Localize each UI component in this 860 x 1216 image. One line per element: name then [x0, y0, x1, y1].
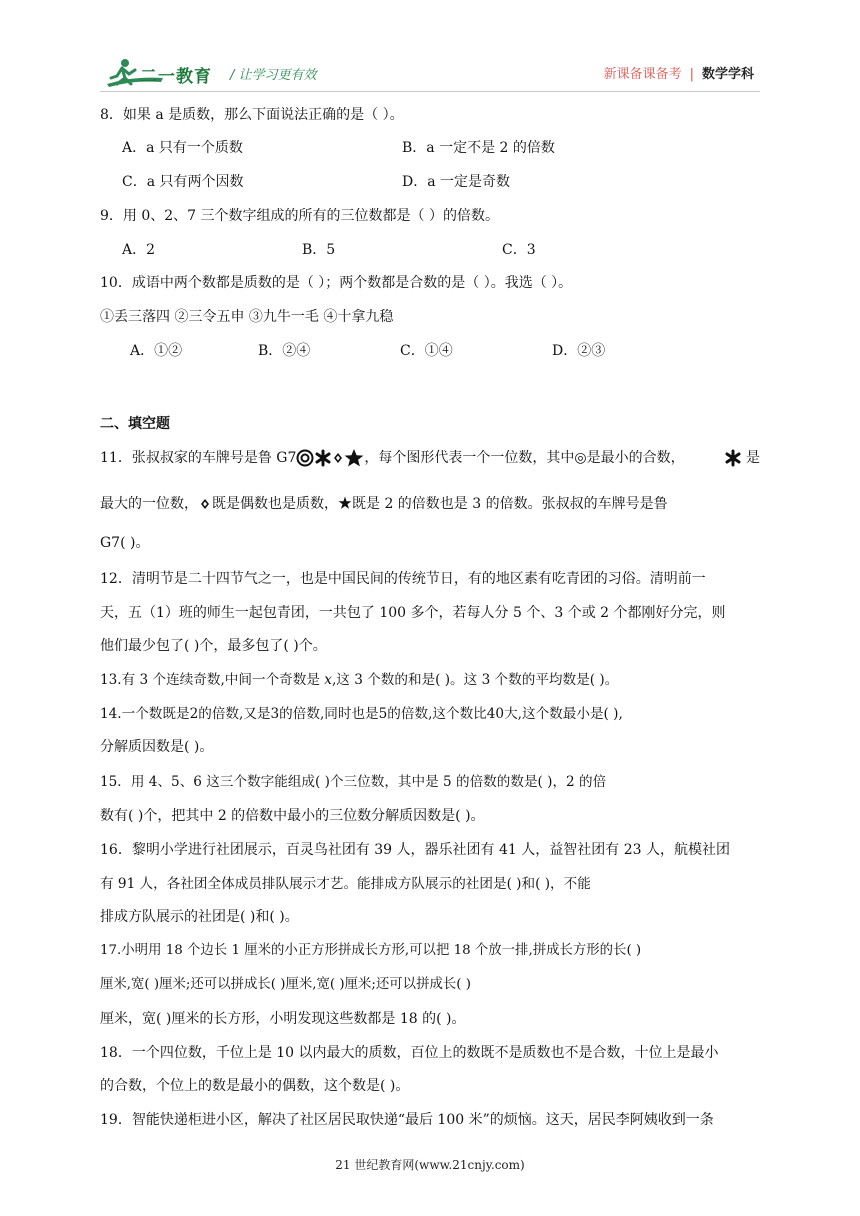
q9-option-a: A．2: [122, 242, 156, 258]
q10-idioms: ①丢三落四 ②三令五申 ③九牛一毛 ④十拿九稳: [100, 309, 394, 325]
q17-line-2: 厘米,宽( )厘米;还可以拼成长( )厘米,宽( )厘米;还可以拼成长( ): [100, 977, 471, 992]
q11-text-b: ，每个图形代表一个一位数，其中◎是最小的合数，: [364, 450, 685, 466]
header-subject: 数学学科: [701, 67, 754, 82]
asterisk-icon: [314, 449, 332, 467]
q14-line-2: 分解质因数是( )。: [100, 739, 214, 755]
q8-option-b: B．a 一定不是 2 的倍数: [402, 140, 555, 156]
star-icon: [344, 448, 364, 468]
q9-option-c: C．3: [502, 242, 536, 258]
slogan: / 让学习更有效: [230, 68, 317, 83]
q12-line-3: 他们最少包了( )个，最多包了( )个。: [100, 638, 327, 654]
q17-line-1: 17.小明用 18 个边长 1 厘米的小正方形拼成长方形,可以把 18 个放一排,拼成长方形的长( ): [100, 943, 642, 958]
q13-text-b: ,这 3 个数的和是( )。这 3 个数的平均数是( )。: [331, 672, 619, 688]
asterisk-icon: [724, 449, 742, 467]
q8-stem: 8．如果 a 是质数，那么下面说法正确的是（ ）。: [100, 107, 404, 123]
q11-text-e: 既是偶数也是质数，★既是 2 的倍数也是 3 的倍数。张叔叔的车牌号是鲁: [212, 496, 668, 512]
header-label: 新课备课备考: [603, 67, 682, 82]
q15-line-2: 数有( )个，把其中 2 的倍数中最小的三位数分解质因数是( )。: [100, 808, 485, 824]
q11-line-2: [100, 494, 668, 514]
q10-option-b: B．②④: [258, 343, 311, 359]
q18-line-2: 的合数，个位上的数是最小的偶数，这个数是( )。: [100, 1078, 410, 1094]
q18-line-1: 18．一个四位数，千位上是 10 以内最大的质数，百位上的数既不是质数也不是合数，十位上是最小: [100, 1045, 719, 1061]
q14-line-1: 14.一个数既是2的倍数,又是3的倍数,同时也是5的倍数,这个数比40大,这个数最小是( ),: [100, 706, 623, 722]
q12-line-2: 天，五（1）班的师生一起包青团，一共包了 100 多个，若每人分 5 个、3 个或 2 个都刚好分完，则: [100, 605, 726, 621]
double-circle-icon: [296, 449, 314, 467]
q10-option-a: A．①②: [130, 343, 183, 359]
q8-option-d: D．a 一定是奇数: [402, 174, 511, 190]
q13-text-a: 13.有 3 个连续奇数,中间一个奇数是: [100, 672, 320, 688]
q13-line-1: [100, 670, 618, 690]
q9-option-b: B．5: [302, 242, 336, 258]
q10-stem: 10．成语中两个数都是质数的是（ ）；两个数都是合数的是（ ）。我选（ ）。: [100, 275, 573, 291]
q17-line-3: 厘米，宽( )厘米的长方形，小明发现这些数都是 18 的( )。: [100, 1011, 466, 1027]
q15-line-1: 15．用 4、5、6 这三个数字能组成( )个三位数，其中是 5 的倍数的数是( )，2 的倍: [100, 774, 607, 790]
q16-line-1: 16．黎明小学进行社团展示，百灵鸟社团有 39 人，器乐社团有 41 人，益智社团有 23 人，航模社团: [100, 842, 730, 858]
section-title: 二、填空题: [100, 416, 170, 432]
diamond-icon: [332, 449, 344, 467]
q8-option-c: C．a 只有两个因数: [122, 174, 244, 190]
header-divider: [100, 91, 760, 92]
page-footer: 21 世纪教育网(www.21cnjy.com): [335, 1158, 525, 1172]
q16-line-2: 有 91 人，各社团全体成员排队展示才艺。能排成方队展示的社团是( )和( )，不能: [100, 876, 591, 892]
q11-text-d: 最大的一位数，: [100, 496, 198, 512]
q10-option-c: C．①④: [400, 343, 453, 359]
page-header: [0, 0, 860, 95]
logo-text: 二一教育: [140, 67, 212, 87]
q13-variable: x: [324, 672, 332, 688]
q16-line-3: 排成方队展示的社团是( )和( )。: [100, 909, 299, 925]
q11-text-a: 11．张叔叔家的车牌号是鲁 G7: [100, 450, 297, 466]
q9-stem: 9．用 0、2、7 三个数字组成的所有的三位数都是（ ）的倍数。: [100, 208, 499, 224]
q8-option-a: A．a 只有一个质数: [122, 140, 243, 156]
header-right: [604, 63, 754, 82]
header-separator: |: [689, 67, 694, 82]
q11-line-3: G7( )。: [100, 535, 150, 551]
diamond-icon: [198, 495, 212, 513]
q19-line-1: 19．智能快递柜进小区，解决了社区居民取快递“最后 100 米”的烦恼。这天，居民李阿姨收到一条: [100, 1112, 714, 1128]
q12-line-1: 12．清明节是二十四节气之一，也是中国民间的传统节日，有的地区素有吃青团的习俗。清明前一: [100, 571, 706, 587]
q10-option-d: D．②③: [552, 343, 606, 359]
q11-line-1: [100, 448, 685, 468]
q11-text-c: 是: [746, 450, 760, 466]
